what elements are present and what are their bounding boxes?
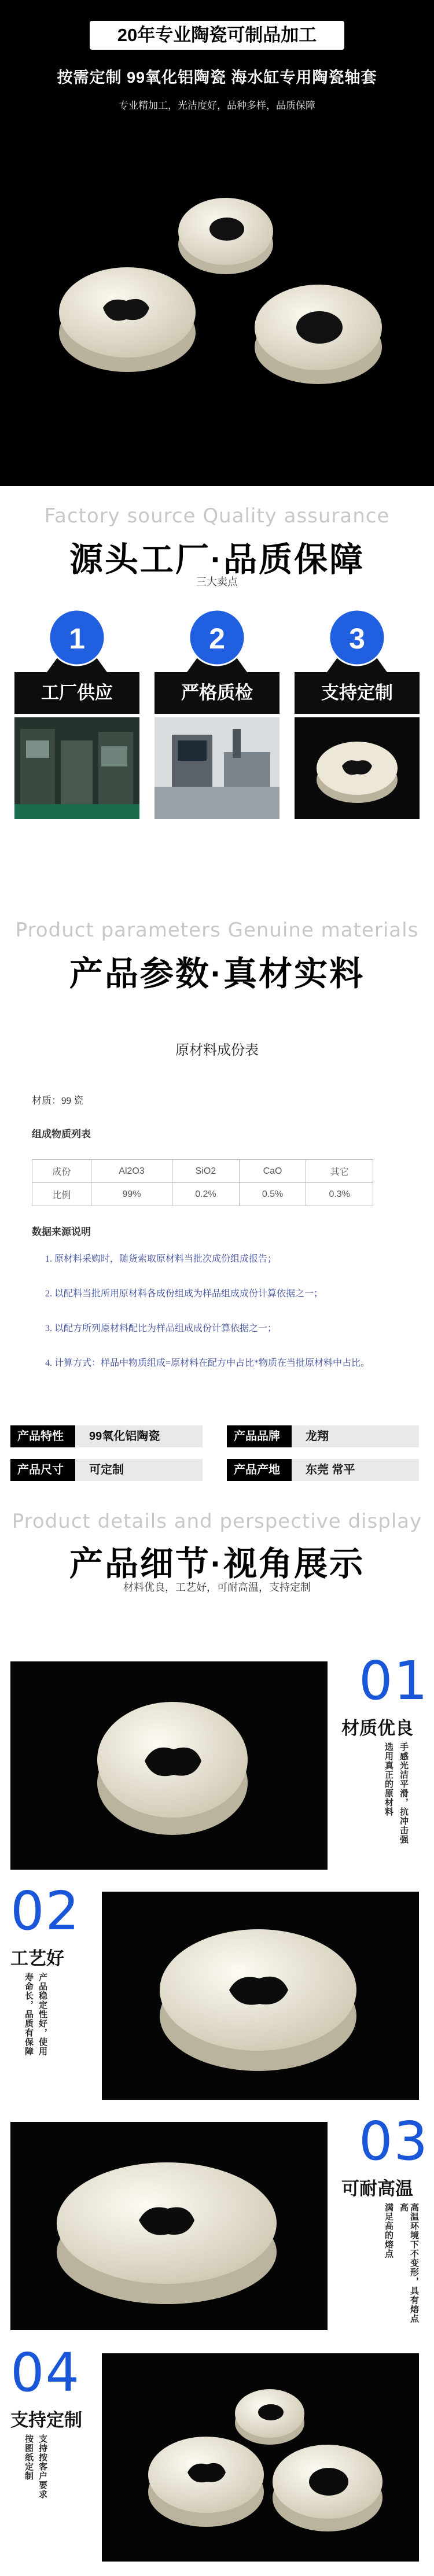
- detail-desc-4b: 支持按客户要求: [38, 2434, 47, 2499]
- feature-number-1: 1: [69, 622, 85, 655]
- quality-en-heading: Factory source Quality assurance: [44, 504, 390, 528]
- attr-key: 产品尺寸: [10, 1459, 75, 1481]
- quality-subheading: 三大卖点: [196, 576, 238, 588]
- attr-key: 产品特性: [10, 1425, 75, 1447]
- ceramic-bushing-image: [249, 272, 388, 388]
- feature-number-3: 3: [349, 622, 365, 655]
- table-cell: 比例: [32, 1183, 91, 1206]
- table-cell: 0.3%: [306, 1183, 373, 1206]
- detail-number-4: 04: [10, 2342, 81, 2404]
- hero-title-bar: [90, 21, 344, 50]
- attr-value: 东莞 常平: [292, 1459, 419, 1481]
- custom-product-photo: [295, 717, 420, 819]
- attr-key: 产品品牌: [227, 1425, 292, 1447]
- detail-desc-1b: 手感光洁平滑，抗冲击强: [399, 1742, 409, 1844]
- attr-value: 99氧化铝陶瓷: [75, 1425, 203, 1447]
- hero-subtitle: 按需定制 99氧化铝陶瓷 海水缸专用陶瓷轴套: [57, 69, 377, 86]
- table-header-cell: CaO: [239, 1160, 306, 1183]
- detail-photo-4: [102, 2353, 419, 2562]
- hero-title: 20年专业陶瓷可制品加工: [117, 25, 317, 45]
- details-subheading: 材料优良，工艺好，可耐高温，支持定制: [123, 1582, 311, 1593]
- feature-number-2: 2: [209, 622, 225, 655]
- factory-machines-image: [14, 717, 139, 819]
- inspection-photo: [155, 717, 279, 819]
- feature-label-factory: 工厂供应: [41, 683, 113, 703]
- table-cell: 0.2%: [172, 1183, 240, 1206]
- params-en-heading: Product parameters Genuine materials: [15, 919, 419, 942]
- quality-cn-heading: 源头工厂·品质保障: [69, 541, 365, 578]
- table-header-row: [32, 1160, 373, 1183]
- note-item: 1. 原材料采购时，随货索取原材料当批次成份组成报告；: [45, 1254, 277, 1264]
- table-header-cell: Al2O3: [91, 1160, 172, 1183]
- feature-card-custom: [295, 607, 420, 819]
- detail-title-3: 可耐高温: [341, 2179, 413, 2199]
- table-caption: 组成物质列表: [32, 1129, 91, 1140]
- detail-desc-2b: 产品稳定性好，使用: [38, 1973, 47, 2056]
- table-header-cell: 其它: [306, 1160, 373, 1183]
- feature-label-custom: 支持定制: [321, 683, 393, 703]
- detail-title-4: 支持定制: [10, 2410, 82, 2430]
- note-item: 2. 以配料当批所用原材料各成份组成为样品组成成份计算依据之一；: [45, 1289, 323, 1299]
- detail-title-1: 材质优良: [341, 1718, 413, 1738]
- ceramic-bushing-image: [52, 255, 203, 376]
- table-header-cell: SiO2: [172, 1160, 240, 1183]
- attr-value: 可定制: [75, 1459, 203, 1481]
- hero-banner: [0, 0, 434, 486]
- details-cn-heading: 产品细节·视角展示: [69, 1545, 365, 1583]
- note-item: 4. 计算方式：样品中物质组成=原材料在配方中占比*物质在当批原材料中占比。: [45, 1358, 370, 1368]
- feature-badge-3: [325, 607, 389, 672]
- detail-title-2: 工艺好: [10, 1948, 64, 1969]
- composition-table: [32, 1159, 373, 1206]
- ceramic-bushing-image: [295, 717, 420, 819]
- hero-tagline: 专业精加工，光洁度好，品种多样，品质保障: [119, 100, 315, 111]
- table-cell: 0.5%: [239, 1183, 306, 1206]
- factory-photo: [14, 717, 139, 819]
- table-row: [32, 1183, 373, 1206]
- detail-desc-1a: 选用真正的原材料: [384, 1742, 393, 1816]
- feature-badge-2: [185, 607, 249, 672]
- material-line: 材质：99 瓷: [32, 1095, 84, 1106]
- ceramic-bushing-image: [102, 1892, 419, 2100]
- detail-number-3: 03: [359, 2110, 429, 2172]
- feature-card-factory: [14, 607, 139, 819]
- detail-desc-3b: 高温环境下不变形，具有熔点高: [399, 2203, 419, 2323]
- detail-photo-2: [102, 1892, 419, 2100]
- ceramic-bushing-group-image: [102, 2353, 419, 2562]
- detail-desc-4a: 按图纸定制: [24, 2434, 34, 2481]
- feature-label-inspection: 严格质检: [181, 683, 253, 703]
- ceramic-bushing-image: [10, 1661, 328, 1870]
- inspection-lab-image: [155, 717, 279, 819]
- attr-key: 产品产地: [227, 1459, 292, 1481]
- detail-number-1: 01: [359, 1650, 429, 1712]
- material-doc-title: 原材料成份表: [175, 1043, 259, 1058]
- detail-photo-1: [10, 1661, 328, 1870]
- detail-photo-3: [10, 2122, 328, 2330]
- attr-value: 龙翔: [292, 1425, 419, 1447]
- note-item: 3. 以配方所列原材料配比为样品组成成份计算依据之一；: [45, 1324, 277, 1333]
- notes-caption: 数据来源说明: [32, 1226, 91, 1237]
- detail-desc-3a: 满足高的熔点: [384, 2203, 393, 2258]
- feature-card-inspection: [155, 607, 279, 819]
- detail-desc-2a: 寿命长，品质有保障: [24, 1973, 34, 2056]
- params-cn-heading: 产品参数·真材实料: [69, 955, 365, 993]
- table-header-cell: 成份: [32, 1160, 91, 1183]
- details-en-heading: Product details and perspective display: [12, 1510, 422, 1533]
- feature-badge-1: [45, 607, 109, 672]
- table-cell: 99%: [91, 1183, 172, 1206]
- ceramic-bushing-image: [10, 2122, 328, 2330]
- detail-number-2: 02: [10, 1880, 81, 1942]
